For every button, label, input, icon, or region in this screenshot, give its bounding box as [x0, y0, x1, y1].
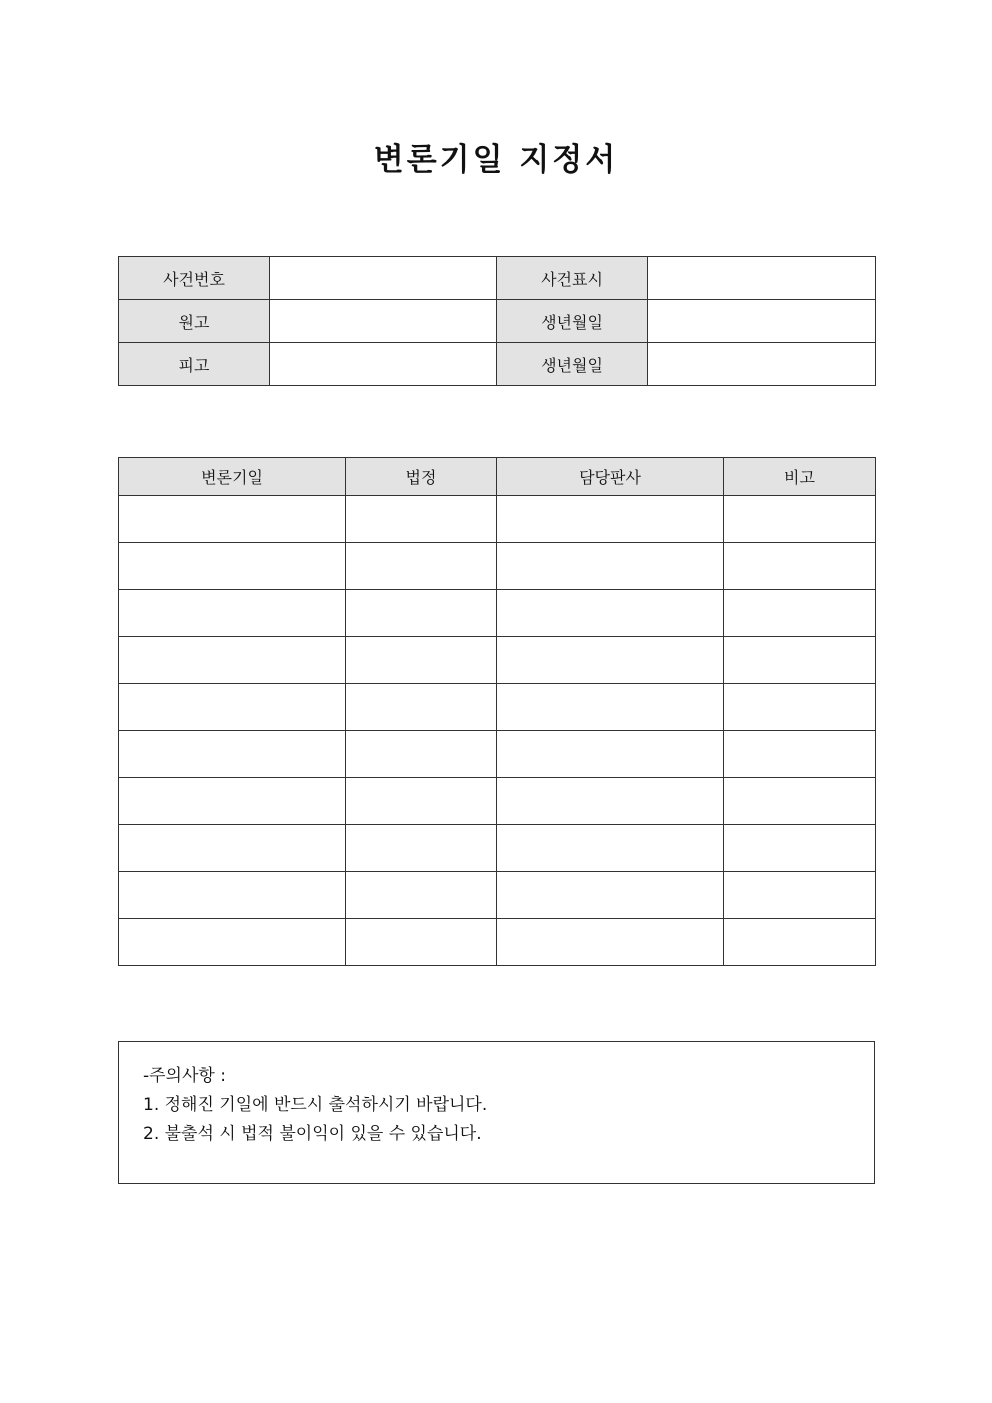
- column-header-hearing-date: 변론기일: [119, 458, 346, 496]
- defendant-birth-label: 생년월일: [497, 343, 648, 386]
- table-row: [119, 543, 876, 590]
- table-row: [119, 300, 876, 343]
- courtroom-cell[interactable]: [346, 872, 497, 919]
- table-row: [119, 825, 876, 872]
- hearing-date-cell[interactable]: [119, 731, 346, 778]
- courtroom-cell[interactable]: [346, 543, 497, 590]
- defendant-birth-field[interactable]: [648, 343, 876, 386]
- table-row: [119, 872, 876, 919]
- notice-item-1: 1. 정해진 기일에 반드시 출석하시기 바랍니다.: [143, 1095, 488, 1115]
- plaintiff-birth-field[interactable]: [648, 300, 876, 343]
- judge-cell[interactable]: [497, 919, 724, 966]
- column-header-judge: 담당판사: [497, 458, 724, 496]
- notice-item-2: 2. 불출석 시 법적 불이익이 있을 수 있습니다.: [143, 1124, 482, 1144]
- table-header-row: [119, 458, 876, 496]
- judge-cell[interactable]: [497, 496, 724, 543]
- judge-cell[interactable]: [497, 590, 724, 637]
- remarks-cell[interactable]: [724, 731, 876, 778]
- defendant-label: 피고: [119, 343, 270, 386]
- notice-box: [118, 1041, 875, 1184]
- courtroom-cell[interactable]: [346, 825, 497, 872]
- remarks-cell[interactable]: [724, 872, 876, 919]
- judge-cell[interactable]: [497, 684, 724, 731]
- judge-cell[interactable]: [497, 731, 724, 778]
- table-row: [119, 684, 876, 731]
- hearing-date-cell[interactable]: [119, 919, 346, 966]
- remarks-cell[interactable]: [724, 919, 876, 966]
- remarks-cell[interactable]: [724, 590, 876, 637]
- judge-cell[interactable]: [497, 872, 724, 919]
- courtroom-cell[interactable]: [346, 778, 497, 825]
- column-header-remarks: 비고: [724, 458, 876, 496]
- courtroom-cell[interactable]: [346, 637, 497, 684]
- table-row: [119, 496, 876, 543]
- plaintiff-field[interactable]: [270, 300, 497, 343]
- table-row: [119, 637, 876, 684]
- defendant-field[interactable]: [270, 343, 497, 386]
- table-row: [119, 257, 876, 300]
- case-number-field[interactable]: [270, 257, 497, 300]
- hearing-date-cell[interactable]: [119, 872, 346, 919]
- judge-cell[interactable]: [497, 778, 724, 825]
- hearing-date-cell[interactable]: [119, 543, 346, 590]
- hearing-date-cell[interactable]: [119, 825, 346, 872]
- hearing-date-cell[interactable]: [119, 684, 346, 731]
- courtroom-cell[interactable]: [346, 590, 497, 637]
- judge-cell[interactable]: [497, 637, 724, 684]
- remarks-cell[interactable]: [724, 778, 876, 825]
- case-name-label: 사건표시: [497, 257, 648, 300]
- courtroom-cell[interactable]: [346, 731, 497, 778]
- courtroom-cell[interactable]: [346, 919, 497, 966]
- judge-cell[interactable]: [497, 543, 724, 590]
- table-row: [119, 731, 876, 778]
- table-row: [119, 778, 876, 825]
- judge-cell[interactable]: [497, 825, 724, 872]
- table-row: [119, 343, 876, 386]
- document-title: 변론기일 지정서: [373, 142, 619, 178]
- table-row: [119, 919, 876, 966]
- hearing-date-cell[interactable]: [119, 637, 346, 684]
- hearing-date-cell[interactable]: [119, 590, 346, 637]
- remarks-cell[interactable]: [724, 543, 876, 590]
- remarks-cell[interactable]: [724, 684, 876, 731]
- courtroom-cell[interactable]: [346, 684, 497, 731]
- remarks-cell[interactable]: [724, 496, 876, 543]
- case-name-field[interactable]: [648, 257, 876, 300]
- remarks-cell[interactable]: [724, 825, 876, 872]
- remarks-cell[interactable]: [724, 637, 876, 684]
- case-number-label: 사건번호: [119, 257, 270, 300]
- hearing-schedule-table: [118, 457, 876, 966]
- case-info-table: [118, 256, 876, 386]
- plaintiff-birth-label: 생년월일: [497, 300, 648, 343]
- column-header-courtroom: 법정: [346, 458, 497, 496]
- hearing-date-cell[interactable]: [119, 496, 346, 543]
- hearing-date-cell[interactable]: [119, 778, 346, 825]
- notice-heading: -주의사항 :: [143, 1066, 226, 1086]
- table-row: [119, 590, 876, 637]
- plaintiff-label: 원고: [119, 300, 270, 343]
- courtroom-cell[interactable]: [346, 496, 497, 543]
